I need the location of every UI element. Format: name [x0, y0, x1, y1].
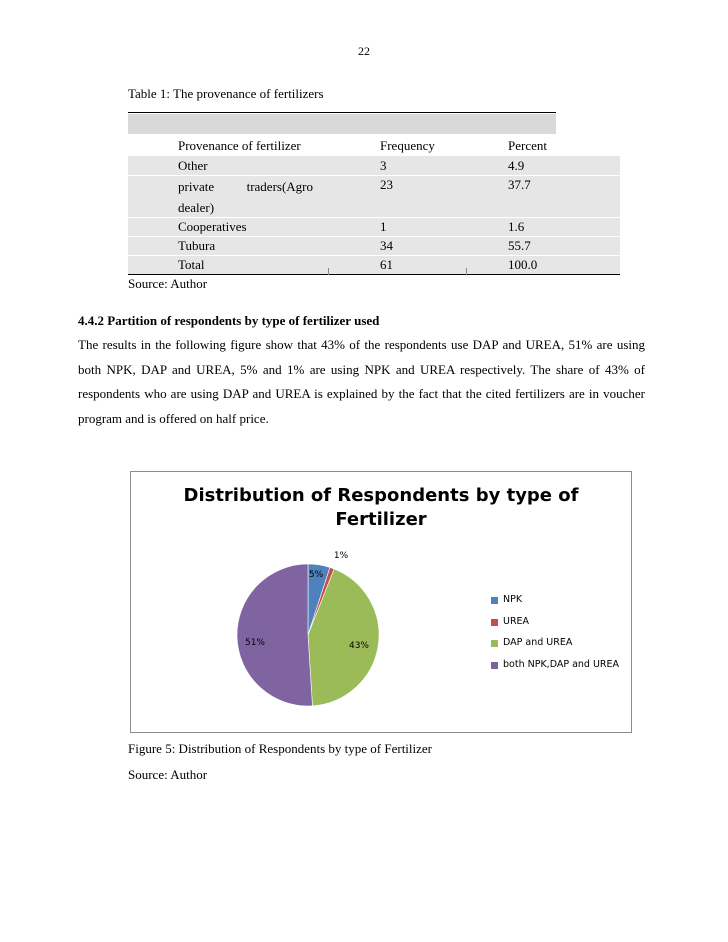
cell-percent: 37.7 [508, 177, 531, 192]
cell-provenance: Other [178, 158, 208, 173]
cell-frequency: 61 [380, 257, 393, 272]
figure-caption: Figure 5: Distribution of Respondents by type of Fertilizer [128, 741, 433, 756]
table-source: Source: Author [128, 276, 208, 291]
table-row [128, 175, 620, 217]
table-row [128, 156, 620, 175]
table-row [128, 236, 620, 255]
legend-swatch [491, 640, 498, 647]
table-row [128, 217, 620, 236]
table-top-rule [128, 112, 556, 113]
column-divider [466, 268, 467, 275]
cell-frequency: 1 [380, 219, 387, 234]
chart-title-line2: Fertilizer [335, 509, 427, 530]
pie-chart [131, 472, 631, 732]
cell-provenance: Total [178, 257, 205, 272]
cell-provenance-line2: dealer) [178, 200, 215, 215]
pie-data-label: 5% [308, 570, 324, 580]
section-paragraph: The results in the following figure show that 43% of the respondents use DAP and UREA, 51% are using both NPK, DAP and UREA, 5% and 1% are using NPK and UREA respectively. The share of 43% of respondents who are using DAP and UREA is explained by the fact that the cited fertilizers are in voucher program and is offered on half price. [78, 337, 645, 426]
legend-label: both NPK,DAP and UREA [503, 658, 620, 670]
header-frequency: Frequency [380, 138, 435, 153]
pie-data-label: 51% [244, 638, 266, 648]
chart-title-line1: Distribution of Respondents by type of [183, 485, 579, 506]
legend-label: UREA [503, 615, 530, 627]
cell-provenance: Cooperatives [178, 219, 247, 234]
cell-percent: 1.6 [508, 219, 525, 234]
page-number: 22 [358, 44, 370, 58]
row-separator [128, 175, 620, 176]
cell-provenance [178, 176, 313, 218]
header-provenance: Provenance of fertilizer [178, 138, 301, 153]
pie-data-label: 43% [348, 641, 370, 651]
table-caption: Table 1: The provenance of fertilizers [128, 86, 324, 101]
cell-percent: 100.0 [508, 257, 538, 272]
table-header-band [128, 114, 556, 134]
section-heading: 4.4.2 Partition of respondents by type of fertilizer used [78, 313, 380, 328]
header-percent: Percent [508, 138, 547, 153]
table-bottom-rule [128, 274, 620, 275]
legend-swatch [491, 662, 498, 669]
cell-provenance: Tubura [178, 238, 216, 253]
pie-data-label: 1% [333, 551, 349, 561]
legend-swatch [491, 619, 498, 626]
cell-provenance-line1: private traders(Agro [178, 179, 314, 194]
row-separator [128, 255, 620, 256]
cell-percent: 55.7 [508, 238, 531, 253]
cell-percent: 4.9 [508, 158, 525, 173]
cell-frequency: 23 [380, 177, 393, 192]
table-header-row [128, 136, 620, 156]
figure-source: Source: Author [128, 767, 208, 782]
table-row [128, 255, 620, 274]
legend-label: NPK [503, 594, 523, 605]
legend-swatch [491, 597, 498, 604]
legend-label: DAP and UREA [503, 637, 573, 648]
column-divider [328, 268, 329, 275]
cell-frequency: 3 [380, 158, 387, 173]
row-separator [128, 217, 620, 218]
pie-slice-both-npk-dap-and-urea [237, 564, 312, 706]
row-separator [128, 236, 620, 237]
cell-frequency: 34 [380, 238, 393, 253]
pie-chart-frame [130, 471, 632, 733]
